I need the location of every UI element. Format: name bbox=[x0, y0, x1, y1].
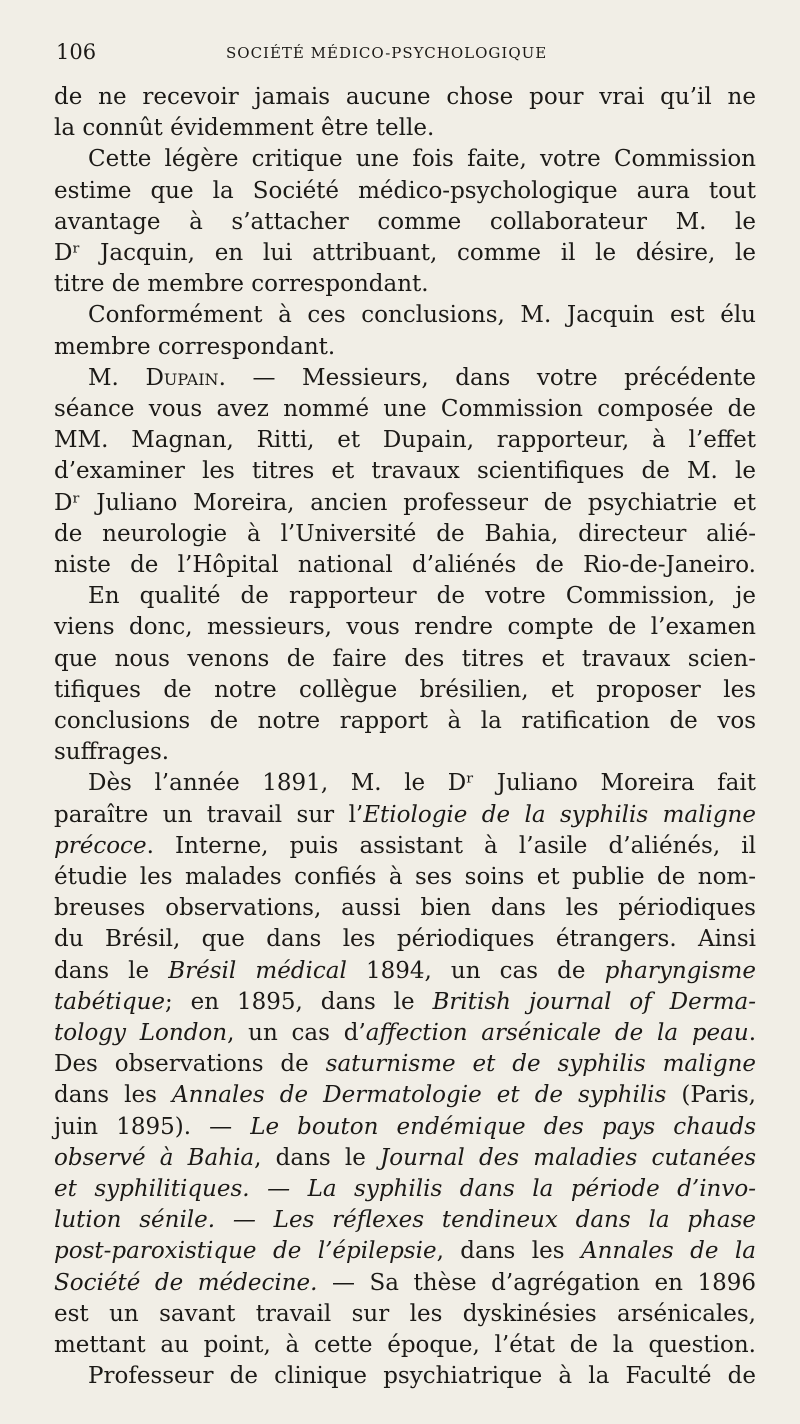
text-line bbox=[54, 768, 756, 798]
italic-text: affection arsénicale de la peau bbox=[365, 1020, 749, 1046]
text-segment: breuses observations, aussi bien dans les périodiques bbox=[54, 895, 756, 922]
text-segment: dans le bbox=[54, 957, 169, 984]
text-segment: du Brésil, que dans les périodiques étrangers. Ainsi bbox=[54, 926, 756, 953]
text-line bbox=[54, 363, 756, 393]
text-segment: . — Messieurs, dans votre précédente bbox=[218, 364, 756, 391]
text-segment: titre de membre correspondant. bbox=[54, 271, 429, 298]
text-line bbox=[54, 300, 756, 330]
text-line bbox=[54, 332, 756, 362]
text-line bbox=[54, 113, 756, 143]
text-segment: . Interne, puis assistant à l’asile d’aliénés, il bbox=[146, 832, 756, 859]
italic-text: saturnisme et de syphilis maligne bbox=[325, 1051, 756, 1078]
text-line bbox=[54, 488, 756, 518]
text-segment: est un savant travail sur les dyskinésies arsénicales, bbox=[54, 1300, 756, 1327]
text-line bbox=[54, 581, 756, 611]
text-segment: Dès l’année 1891, M. le Dʳ Juliano Moreira fait bbox=[88, 770, 756, 797]
italic-text: pharyngisme bbox=[604, 957, 756, 984]
text-segment: M. bbox=[88, 364, 146, 391]
text-line bbox=[54, 519, 756, 549]
text-segment: (Paris, bbox=[666, 1082, 756, 1109]
italic-text: tology London bbox=[54, 1020, 228, 1046]
text-segment: d’examiner les titres et travaux scientifiques de M. le bbox=[54, 458, 756, 485]
text-segment: Des observations de bbox=[54, 1051, 326, 1078]
text-line bbox=[54, 144, 756, 174]
page-header bbox=[56, 40, 760, 70]
text-line bbox=[54, 644, 756, 674]
text-segment: paraître un travail sur l’ bbox=[54, 801, 364, 828]
text-line bbox=[54, 207, 756, 237]
italic-text: Annales de Dermatologie et de syphilis bbox=[171, 1082, 667, 1109]
italic-text: Annales de la bbox=[581, 1238, 756, 1265]
text-line bbox=[54, 987, 756, 1017]
text-line bbox=[54, 737, 756, 767]
text-segment: Dʳ Jacquin, en lui attribuant, comme il le désire, le bbox=[54, 240, 756, 266]
text-segment: tifiques de notre collègue brésilien, et proposer les bbox=[54, 676, 756, 703]
text-segment: — Sa thèse d’agrégation en 1896 bbox=[317, 1269, 756, 1296]
italic-text: Etiologie de la syphilis maligne bbox=[363, 801, 756, 828]
text-line bbox=[54, 425, 756, 455]
text-line bbox=[54, 862, 756, 892]
text-line bbox=[54, 1236, 756, 1266]
text-segment: de neurologie à l’Université de Bahia, directeur alié- bbox=[54, 520, 756, 547]
text-line bbox=[54, 893, 756, 923]
text-line bbox=[54, 456, 756, 486]
text-segment: membre correspondant. bbox=[54, 333, 336, 360]
text-line bbox=[54, 269, 756, 299]
italic-text: lution sénile. — Les réflexes tendineux dans la phase bbox=[54, 1207, 756, 1234]
text-segment: MM. Magnan, Ritti, et Dupain, rapporteur, à l’effet bbox=[54, 427, 756, 454]
text-segment: ; en 1895, dans le bbox=[165, 988, 433, 1015]
text-line bbox=[54, 924, 756, 954]
text-line bbox=[54, 831, 756, 861]
page-number: 106 bbox=[56, 40, 97, 64]
text-segment: que nous venons de faire des titres et travaux scien- bbox=[54, 645, 756, 672]
text-segment: estime que la Société médico-psychologique aura tout bbox=[54, 177, 756, 204]
text-segment: viens donc, messieurs, vous rendre compte de l’examen bbox=[54, 614, 756, 641]
text-segment: Cette légère critique une fois faite, votre Commission bbox=[88, 146, 756, 173]
text-line bbox=[54, 675, 756, 705]
text-line bbox=[54, 1018, 756, 1048]
text-line bbox=[54, 956, 756, 986]
text-segment: séance vous avez nommé une Commission composée de bbox=[54, 396, 756, 422]
italic-text: Brésil médical bbox=[168, 957, 347, 984]
text-segment: , dans le bbox=[254, 1144, 381, 1171]
text-segment: suffrages. bbox=[54, 739, 170, 766]
text-line bbox=[54, 176, 756, 206]
text-segment: juin 1895). — bbox=[54, 1113, 251, 1140]
italic-text: tabétique bbox=[54, 988, 166, 1015]
text-segment: Dʳ Juliano Moreira, ancien professeur de psychiatrie et bbox=[54, 489, 756, 516]
text-line bbox=[54, 1049, 756, 1079]
text-segment: Conformément à ces conclusions, M. Jacquin est élu bbox=[88, 302, 756, 329]
text-segment: 1894, un cas de bbox=[346, 957, 605, 984]
text-segment: mettant au point, à cette époque, l’état de la question. bbox=[54, 1332, 756, 1358]
text-segment: , un cas d’ bbox=[227, 1020, 366, 1046]
italic-text: observé à Bahia bbox=[54, 1144, 255, 1171]
text-segment: avantage à s’attacher comme collaborateur M. le bbox=[54, 208, 756, 235]
text-line bbox=[54, 394, 756, 424]
text-segment: . bbox=[748, 1020, 756, 1046]
text-segment: la connût évidemment être telle. bbox=[54, 115, 435, 142]
text-segment: niste de l’Hôpital national d’aliénés de Rio-de-Janeiro. bbox=[54, 552, 756, 578]
text-line bbox=[54, 238, 756, 268]
text-segment: , dans les bbox=[436, 1238, 581, 1265]
text-segment: dans les bbox=[54, 1082, 172, 1109]
text-line bbox=[54, 82, 756, 112]
text-line bbox=[54, 612, 756, 642]
text-segment: En qualité de rapporteur de votre Commission, je bbox=[88, 583, 756, 610]
text-line bbox=[54, 550, 756, 580]
italic-text: Société de médecine. bbox=[54, 1269, 318, 1296]
italic-text: et syphilitiques. — La syphilis dans la période d’invo- bbox=[54, 1176, 756, 1202]
text-line bbox=[54, 1174, 756, 1204]
text-line bbox=[54, 1205, 756, 1235]
text-line bbox=[54, 1080, 756, 1110]
running-title: SOCIÉTÉ MÉDICO-PSYCHOLOGIQUE bbox=[226, 44, 548, 62]
text-segment: Professeur de clinique psychiatrique à la Faculté de bbox=[88, 1363, 756, 1390]
text-line bbox=[54, 1112, 756, 1142]
text-line bbox=[54, 706, 756, 736]
text-line bbox=[54, 1361, 756, 1391]
text-segment: étudie les malades confiés à ses soins et publie de nom- bbox=[54, 864, 756, 890]
italic-text: post-paroxistique de l’épilepsie bbox=[54, 1238, 437, 1265]
text-line bbox=[54, 1299, 756, 1329]
text-line bbox=[54, 1268, 756, 1298]
italic-text: Le bouton endémique des pays chauds bbox=[250, 1113, 756, 1140]
text-line bbox=[54, 1330, 756, 1360]
text-segment: de ne recevoir jamais aucune chose pour vrai qu’il ne bbox=[54, 84, 756, 110]
text-line bbox=[54, 1143, 756, 1173]
italic-text: British journal of Derma- bbox=[432, 988, 756, 1015]
italic-text: Journal des maladies cutanées bbox=[380, 1144, 757, 1171]
text-segment: conclusions de notre rapport à la ratification de vos bbox=[54, 708, 756, 734]
italic-text: précoce bbox=[54, 832, 147, 859]
text-line bbox=[54, 800, 756, 830]
small-caps-text: Dupain bbox=[145, 364, 219, 391]
